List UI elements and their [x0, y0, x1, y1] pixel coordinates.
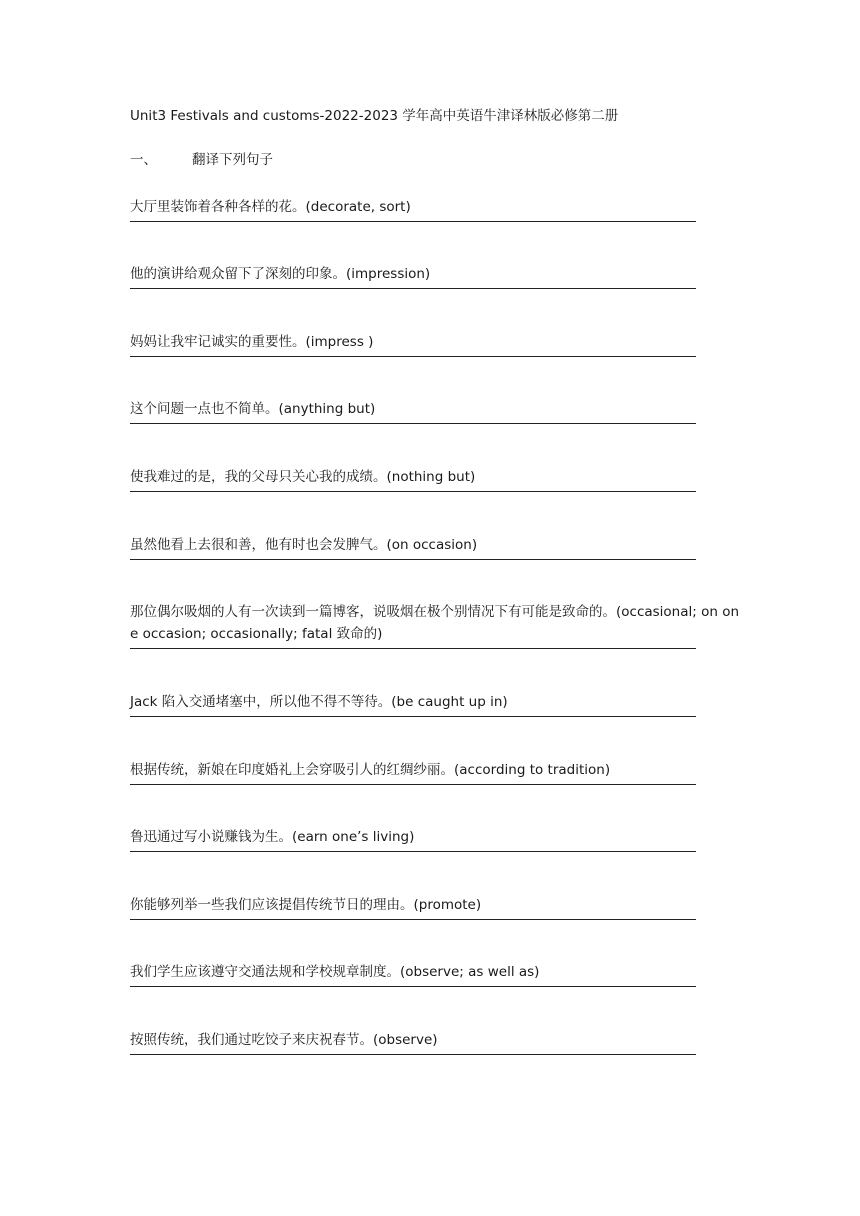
exercise-prompt: 根据传统，新娘在印度婚礼上会穿吸引人的红绸纱丽。(according to tradition)	[130, 762, 611, 778]
exercise-item	[130, 196, 740, 222]
answer-line	[130, 986, 696, 987]
exercise-prompt: 你能够列举一些我们应该提倡传统节日的理由。(promote)	[130, 897, 482, 913]
exercise-prompt: 大厅里装饰着各种各样的花。(decorate, sort)	[130, 199, 411, 215]
exercise-prompt: Jack 陷入交通堵塞中，所以他不得不等待。(be caught up in)	[130, 694, 508, 710]
exercise-item	[130, 759, 740, 785]
exercise-prompt: 使我难过的是，我的父母只关心我的成绩。(nothing but)	[130, 469, 476, 485]
section-number: 一、	[130, 152, 157, 168]
exercise-item	[130, 534, 740, 560]
answer-line	[130, 648, 696, 649]
exercise-prompt: 我们学生应该遵守交通法规和学校规章制度。(observe; as well as)	[130, 964, 540, 980]
exercise-item	[130, 601, 740, 649]
answer-line	[130, 716, 696, 717]
answer-line	[130, 491, 696, 492]
exercise-item	[130, 331, 740, 357]
exercise-prompt: 这个问题一点也不简单。(anything but)	[130, 401, 376, 417]
exercise-prompt: 虽然他看上去很和善，他有时也会发脾气。(on occasion)	[130, 537, 478, 553]
exercise-prompt: 那位偶尔吸烟的人有一次读到一篇博客，说吸烟在极个别情况下有可能是致命的。(occasional; on one occasion; occasionally; fatal 致命的)	[130, 604, 740, 642]
answer-line	[130, 1054, 696, 1055]
exercise-item	[130, 894, 740, 920]
answer-line	[130, 851, 696, 852]
exercise-item	[130, 1029, 740, 1055]
answer-line	[130, 784, 696, 785]
exercise-prompt: 鲁迅通过写小说赚钱为生。(earn one’s living)	[130, 829, 415, 845]
answer-line	[130, 221, 696, 222]
answer-line	[130, 288, 696, 289]
exercise-item	[130, 826, 740, 852]
answer-line	[130, 559, 696, 560]
exercise-item	[130, 691, 740, 717]
exercise-item	[130, 263, 740, 289]
exercise-item	[130, 961, 740, 987]
exercise-item	[130, 398, 740, 424]
section-label: 翻译下列句子	[192, 152, 273, 168]
exercise-item	[130, 466, 740, 492]
answer-line	[130, 356, 696, 357]
document-title: Unit3 Festivals and customs-2022-2023 学年高中英语牛津译林版必修第二册	[130, 108, 619, 124]
exercise-prompt: 妈妈让我牢记诚实的重要性。(impress )	[130, 334, 374, 350]
answer-line	[130, 919, 696, 920]
exercise-prompt: 按照传统，我们通过吃饺子来庆祝春节。(observe)	[130, 1032, 438, 1048]
section-heading	[130, 150, 273, 170]
answer-line	[130, 423, 696, 424]
exercise-prompt: 他的演讲给观众留下了深刻的印象。(impression)	[130, 266, 431, 282]
